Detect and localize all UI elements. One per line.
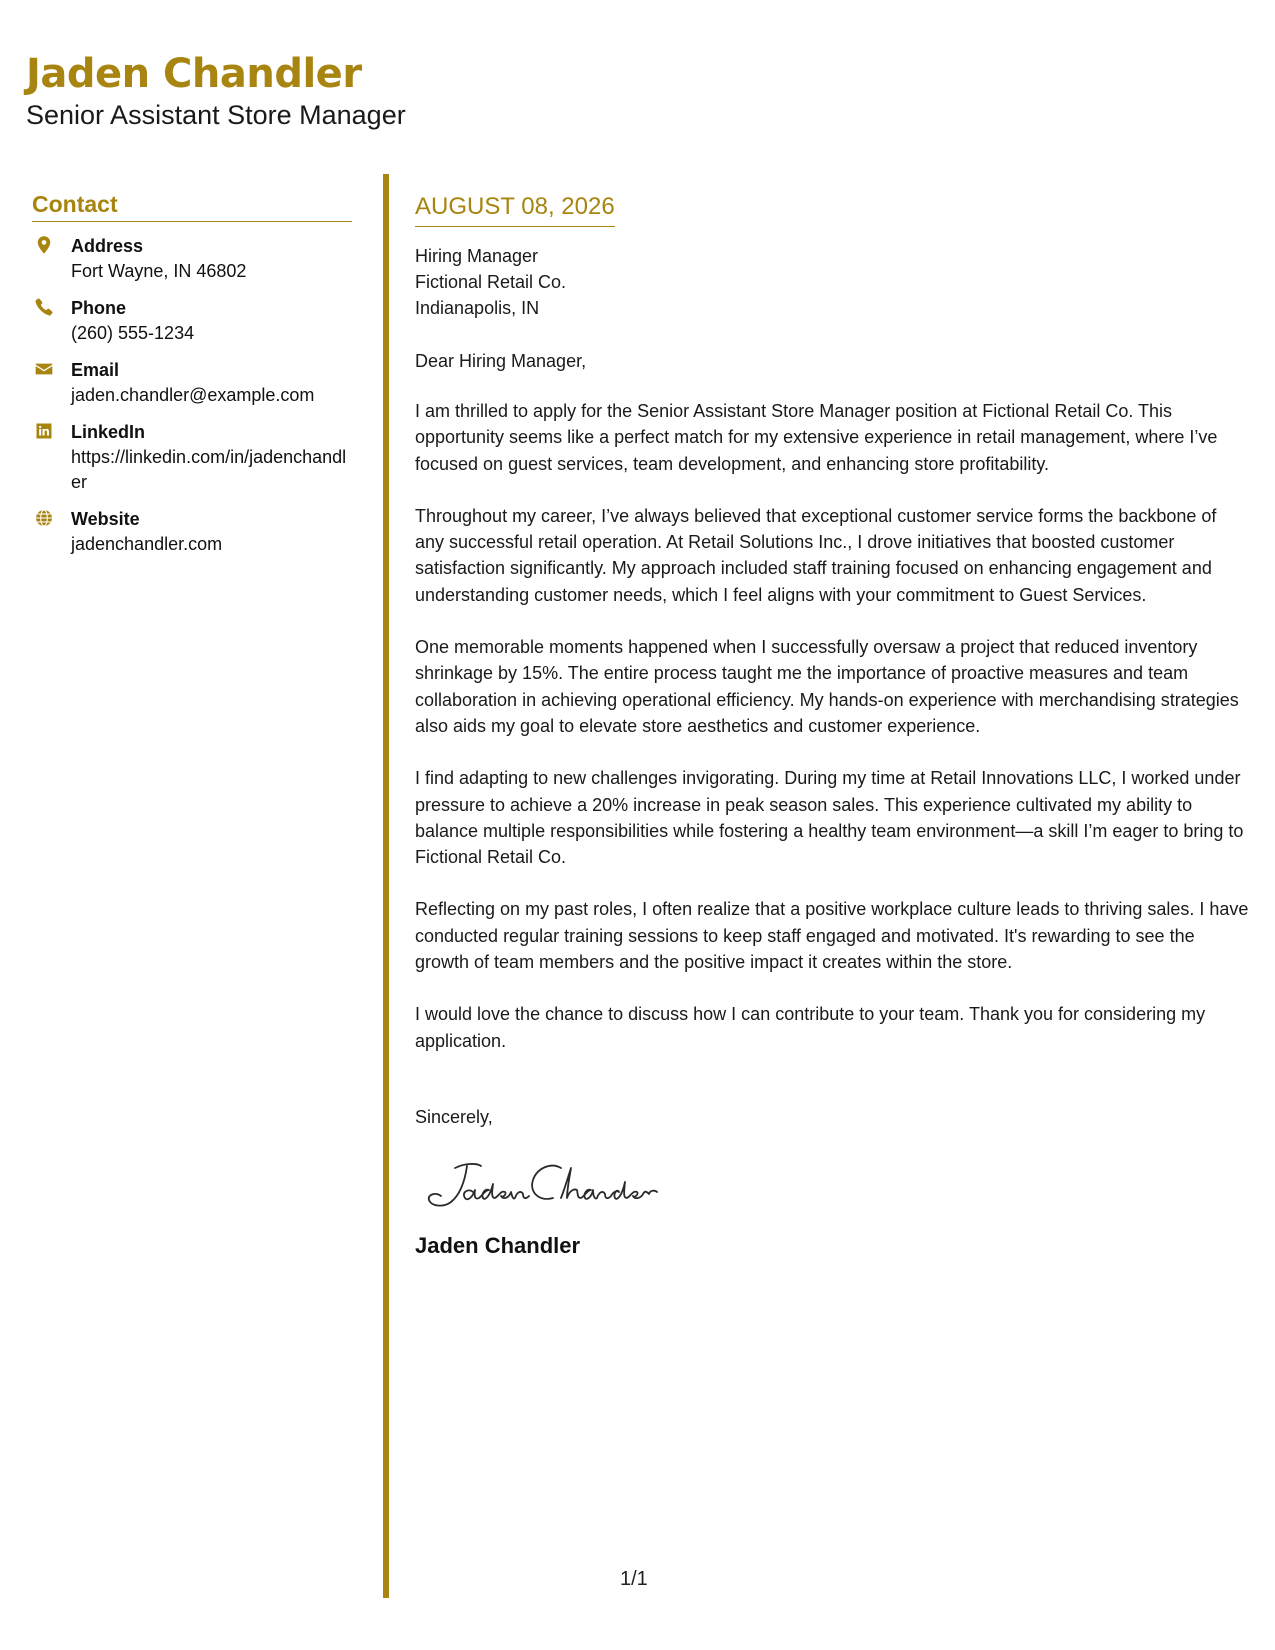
- contact-address-value: Fort Wayne, IN 46802: [71, 261, 247, 281]
- contact-phone: [32, 296, 352, 346]
- contact-sidebar: [32, 190, 352, 569]
- letter-paragraph: Throughout my career, I’ve always believed that exceptional customer service forms the backbone of any successful retail operation. At Retail Solutions Inc., I drove initiatives that boosted customer satisfaction significantly. My approach included staff training focused on enhancing engagement and understanding customer needs, which I feel aligns with your commitment to Guest Services.: [415, 505, 1217, 605]
- contact-email: [32, 358, 352, 408]
- recipient-line: Indianapolis, IN: [415, 298, 540, 318]
- globe-icon: [34, 508, 54, 528]
- letter-paragraph: I find adapting to new challenges invigorating. During my time at Retail Innovations LLC, I worked under pressure to achieve a 20% increase in peak season sales. This experience cultivated my ability to balance multiple responsibilities while fostering a healthy team environment—a skill I’m eager to bring to Fictional Retail Co.: [415, 768, 1244, 868]
- contact-address-label: Address: [71, 236, 144, 256]
- applicant-name: Jaden Chandler: [26, 51, 362, 97]
- letter-greeting: Dear Hiring Manager,: [415, 351, 587, 371]
- contact-linkedin-label: LinkedIn: [71, 422, 146, 442]
- contact-website-value[interactable]: jadenchandler.com: [71, 534, 223, 554]
- signer-name: Jaden Chandler: [415, 1232, 581, 1258]
- applicant-job-title: Senior Assistant Store Manager: [26, 100, 406, 130]
- letter-closing: Sincerely,: [415, 1106, 493, 1127]
- recipient-line: Hiring Manager: [415, 246, 539, 266]
- contact-linkedin-value[interactable]: https://linkedin.com/in/jadenchandler: [71, 447, 347, 492]
- contact-email-label: Email: [71, 360, 120, 380]
- phone-icon: [34, 297, 54, 317]
- letter-header: [26, 50, 406, 132]
- contact-website: [32, 507, 352, 557]
- linkedin-icon: [34, 421, 54, 441]
- contact-phone-label: Phone: [71, 298, 127, 318]
- page-number: 1/1: [620, 1568, 648, 1590]
- letter-date: AUGUST 08, 2026: [415, 192, 615, 227]
- recipient-line: Fictional Retail Co.: [415, 272, 567, 292]
- letter-paragraph: Reflecting on my past roles, I often realize that a positive workplace culture leads to thriving sales. I have conducted regular training sessions to keep staff engaged and motivated. It's rewarding to see the growth of team members and the positive impact it creates within the store.: [415, 899, 1249, 973]
- contact-address: [32, 234, 352, 284]
- handwritten-signature: [421, 1154, 671, 1214]
- contact-heading: Contact: [32, 190, 352, 222]
- letter-paragraph: One memorable moments happened when I successfully oversaw a project that reduced inventory shrinkage by 15%. The entire process taught me the importance of proactive measures and team collaboration in achieving operational efficiency. My hands-on experience with merchandising strategies also aids my goal to elevate store aesthetics and customer experience.: [415, 637, 1239, 736]
- envelope-icon: [34, 359, 54, 379]
- letter-paragraph: I am thrilled to apply for the Senior Assistant Store Manager position at Fictional Retail Co. This opportunity seems like a perfect match for my extensive experience in retail management, where I’ve focused on guest services, team development, and enhancing store profitability.: [415, 401, 1218, 474]
- vertical-divider: [383, 174, 389, 1598]
- contact-email-value[interactable]: jaden.chandler@example.com: [71, 385, 315, 405]
- contact-website-label: Website: [71, 509, 140, 529]
- letter-paragraph: I would love the chance to discuss how I can contribute to your team. Thank you for considering my application.: [415, 1004, 1206, 1051]
- contact-phone-value[interactable]: (260) 555-1234: [71, 323, 195, 343]
- recipient-block: [415, 243, 1250, 321]
- contact-linkedin: [32, 420, 352, 495]
- map-pin-icon: [34, 235, 54, 255]
- letter-body: [415, 192, 1250, 1260]
